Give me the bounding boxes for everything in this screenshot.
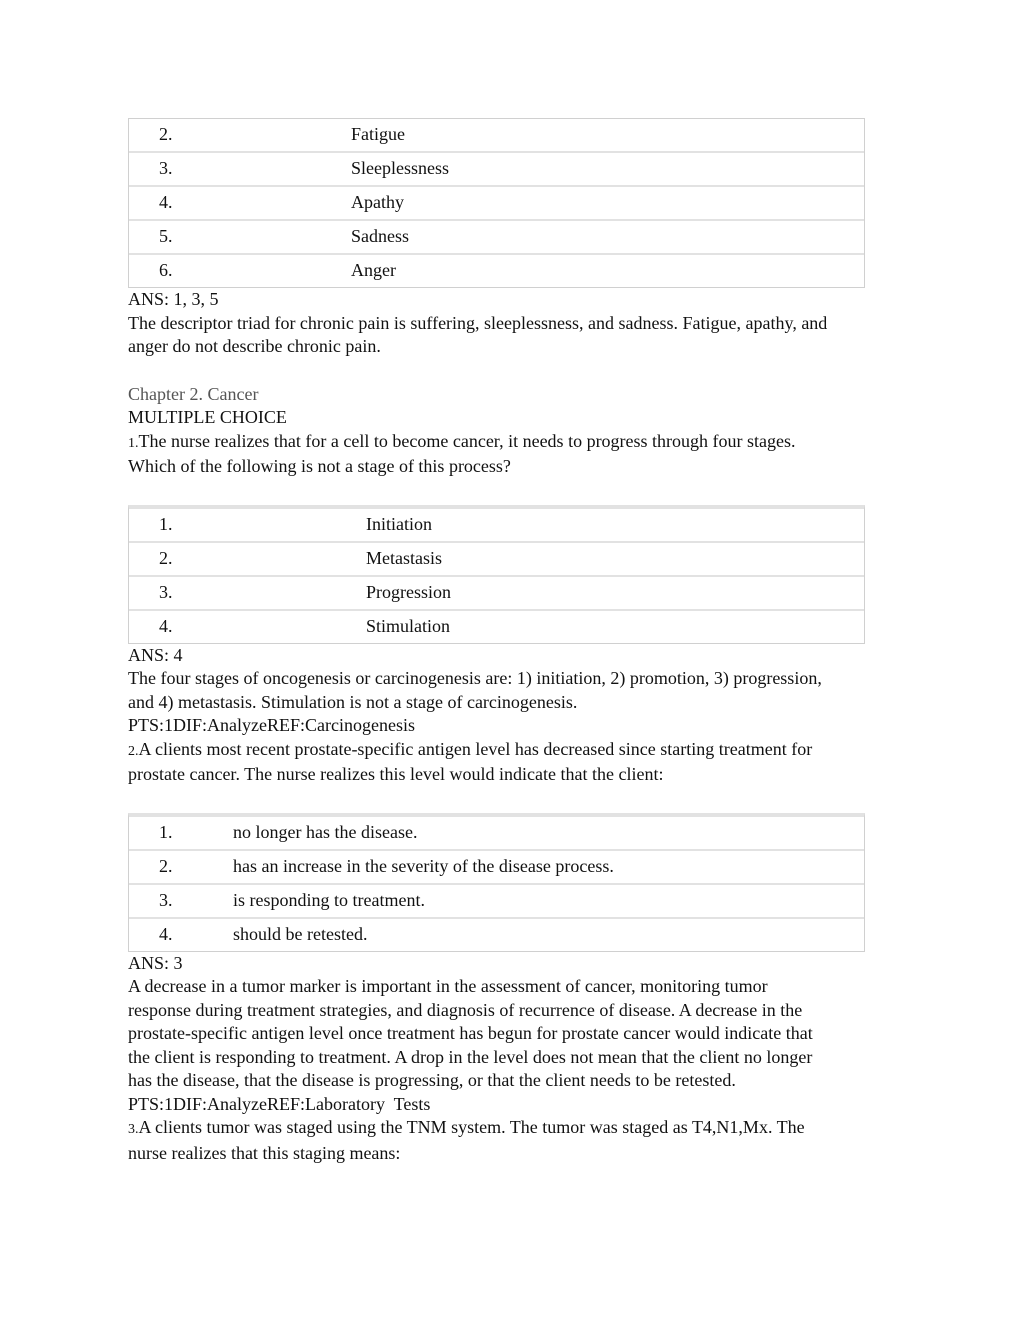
option-text: Initiation [366,509,864,543]
answer-1: ANS: 1, 3, 5 [128,289,219,309]
option-number: 2. [129,543,366,577]
question-text: A clients most recent prostate-specific antigen level has decreased since starting treatment for [138,738,813,759]
rationale-line: has the disease, that the disease is progressing, or that the client needs to be retested. [128,1070,736,1090]
answer-2: ANS: 4 [128,644,183,665]
option-number: 3. [129,577,366,611]
table-row [129,919,864,951]
option-number: 5. [129,221,351,255]
option-number: 4. [129,187,351,221]
question-number: 3. [128,1122,139,1137]
option-number: 1. [129,509,366,543]
table-row [129,221,864,255]
answer-options-table-1 [128,118,865,288]
option-text: is responding to treatment. [233,885,864,919]
rationale-line: response during treatment strategies, and diagnosis of recurrence of disease. A decrease in the [128,999,803,1020]
table-row [129,153,864,187]
question-meta: PTS:1DIF:AnalyzeREF:Carcinogenesis [128,715,415,735]
option-text: Stimulation [366,615,451,636]
option-text: Sleeplessness [351,153,864,187]
option-number: 2. [129,119,351,153]
table-row [129,509,864,543]
option-number: 1. [129,817,233,851]
option-text: Progression [366,577,864,611]
option-number: 4. [159,615,173,636]
option-number: 3. [129,153,351,187]
option-number: 3. [129,885,233,919]
chapter-title: Chapter 2. Cancer [128,383,259,404]
section-title: MULTIPLE CHOICE [128,407,287,427]
question-text: A clients tumor was staged using the TNM system. The tumor was staged as T4,N1,Mx. The [138,1117,805,1137]
option-text: Apathy [351,187,864,221]
rationale-line: A decrease in a tumor marker is important in the assessment of cancer, monitoring tumor [128,976,768,996]
option-text: Anger [351,260,396,281]
question-1 [128,430,873,456]
table-row [129,255,864,287]
rationale-line: and 4) metastasis. Stimulation is not a stage of carcinogenesis. [128,691,578,712]
question-meta: PTS:1DIF:AnalyzeREF:Laboratory Tests [128,1093,431,1114]
option-text: should be retested. [233,923,368,944]
rationale-line: anger do not describe chronic pain. [128,336,381,356]
option-text: has an increase in the severity of the disease process. [233,851,864,885]
table-row [129,885,864,919]
table-row [129,611,864,643]
table-row [129,187,864,221]
rationale-line: The four stages of oncogenesis or carcinogenesis are: 1) initiation, 2) promotion, 3) progression, [128,668,822,688]
option-number: 6. [159,260,173,281]
question-number: 1. [128,435,139,451]
question-text: prostate cancer. The nurse realizes this level would indicate that the client: [128,764,664,784]
question-3 [128,1116,873,1142]
table-row [129,577,864,611]
question-text: The nurse realizes that for a cell to become cancer, it needs to progress through four stages. [138,430,796,451]
table-row [129,543,864,577]
option-text: Sadness [351,221,864,255]
question-text: Which of the following is not a stage of this process? [128,456,511,476]
answer-3: ANS: 3 [128,952,183,973]
rationale-line: The descriptor triad for chronic pain is suffering, sleeplessness, and sadness. Fatigue, apathy, and [128,312,828,333]
table-row [129,119,864,153]
table-row [129,817,864,851]
document-page [128,118,873,1165]
option-text: no longer has the disease. [233,817,864,851]
rationale-line: prostate-specific antigen level once treatment has begun for prostate cancer would indicate that [128,1023,813,1043]
answer-options-table-2 [128,505,865,644]
option-text: Metastasis [366,543,864,577]
question-text: nurse realizes that this staging means: [128,1142,401,1163]
option-number: 2. [129,851,233,885]
rationale-line: the client is responding to treatment. A drop in the level does not mean that the client no longer [128,1046,813,1067]
option-number: 4. [159,923,173,944]
table-row [129,851,864,885]
question-number: 2. [128,743,139,759]
option-text: Fatigue [351,119,864,153]
question-2 [128,738,873,764]
answer-options-table-3 [128,813,865,952]
